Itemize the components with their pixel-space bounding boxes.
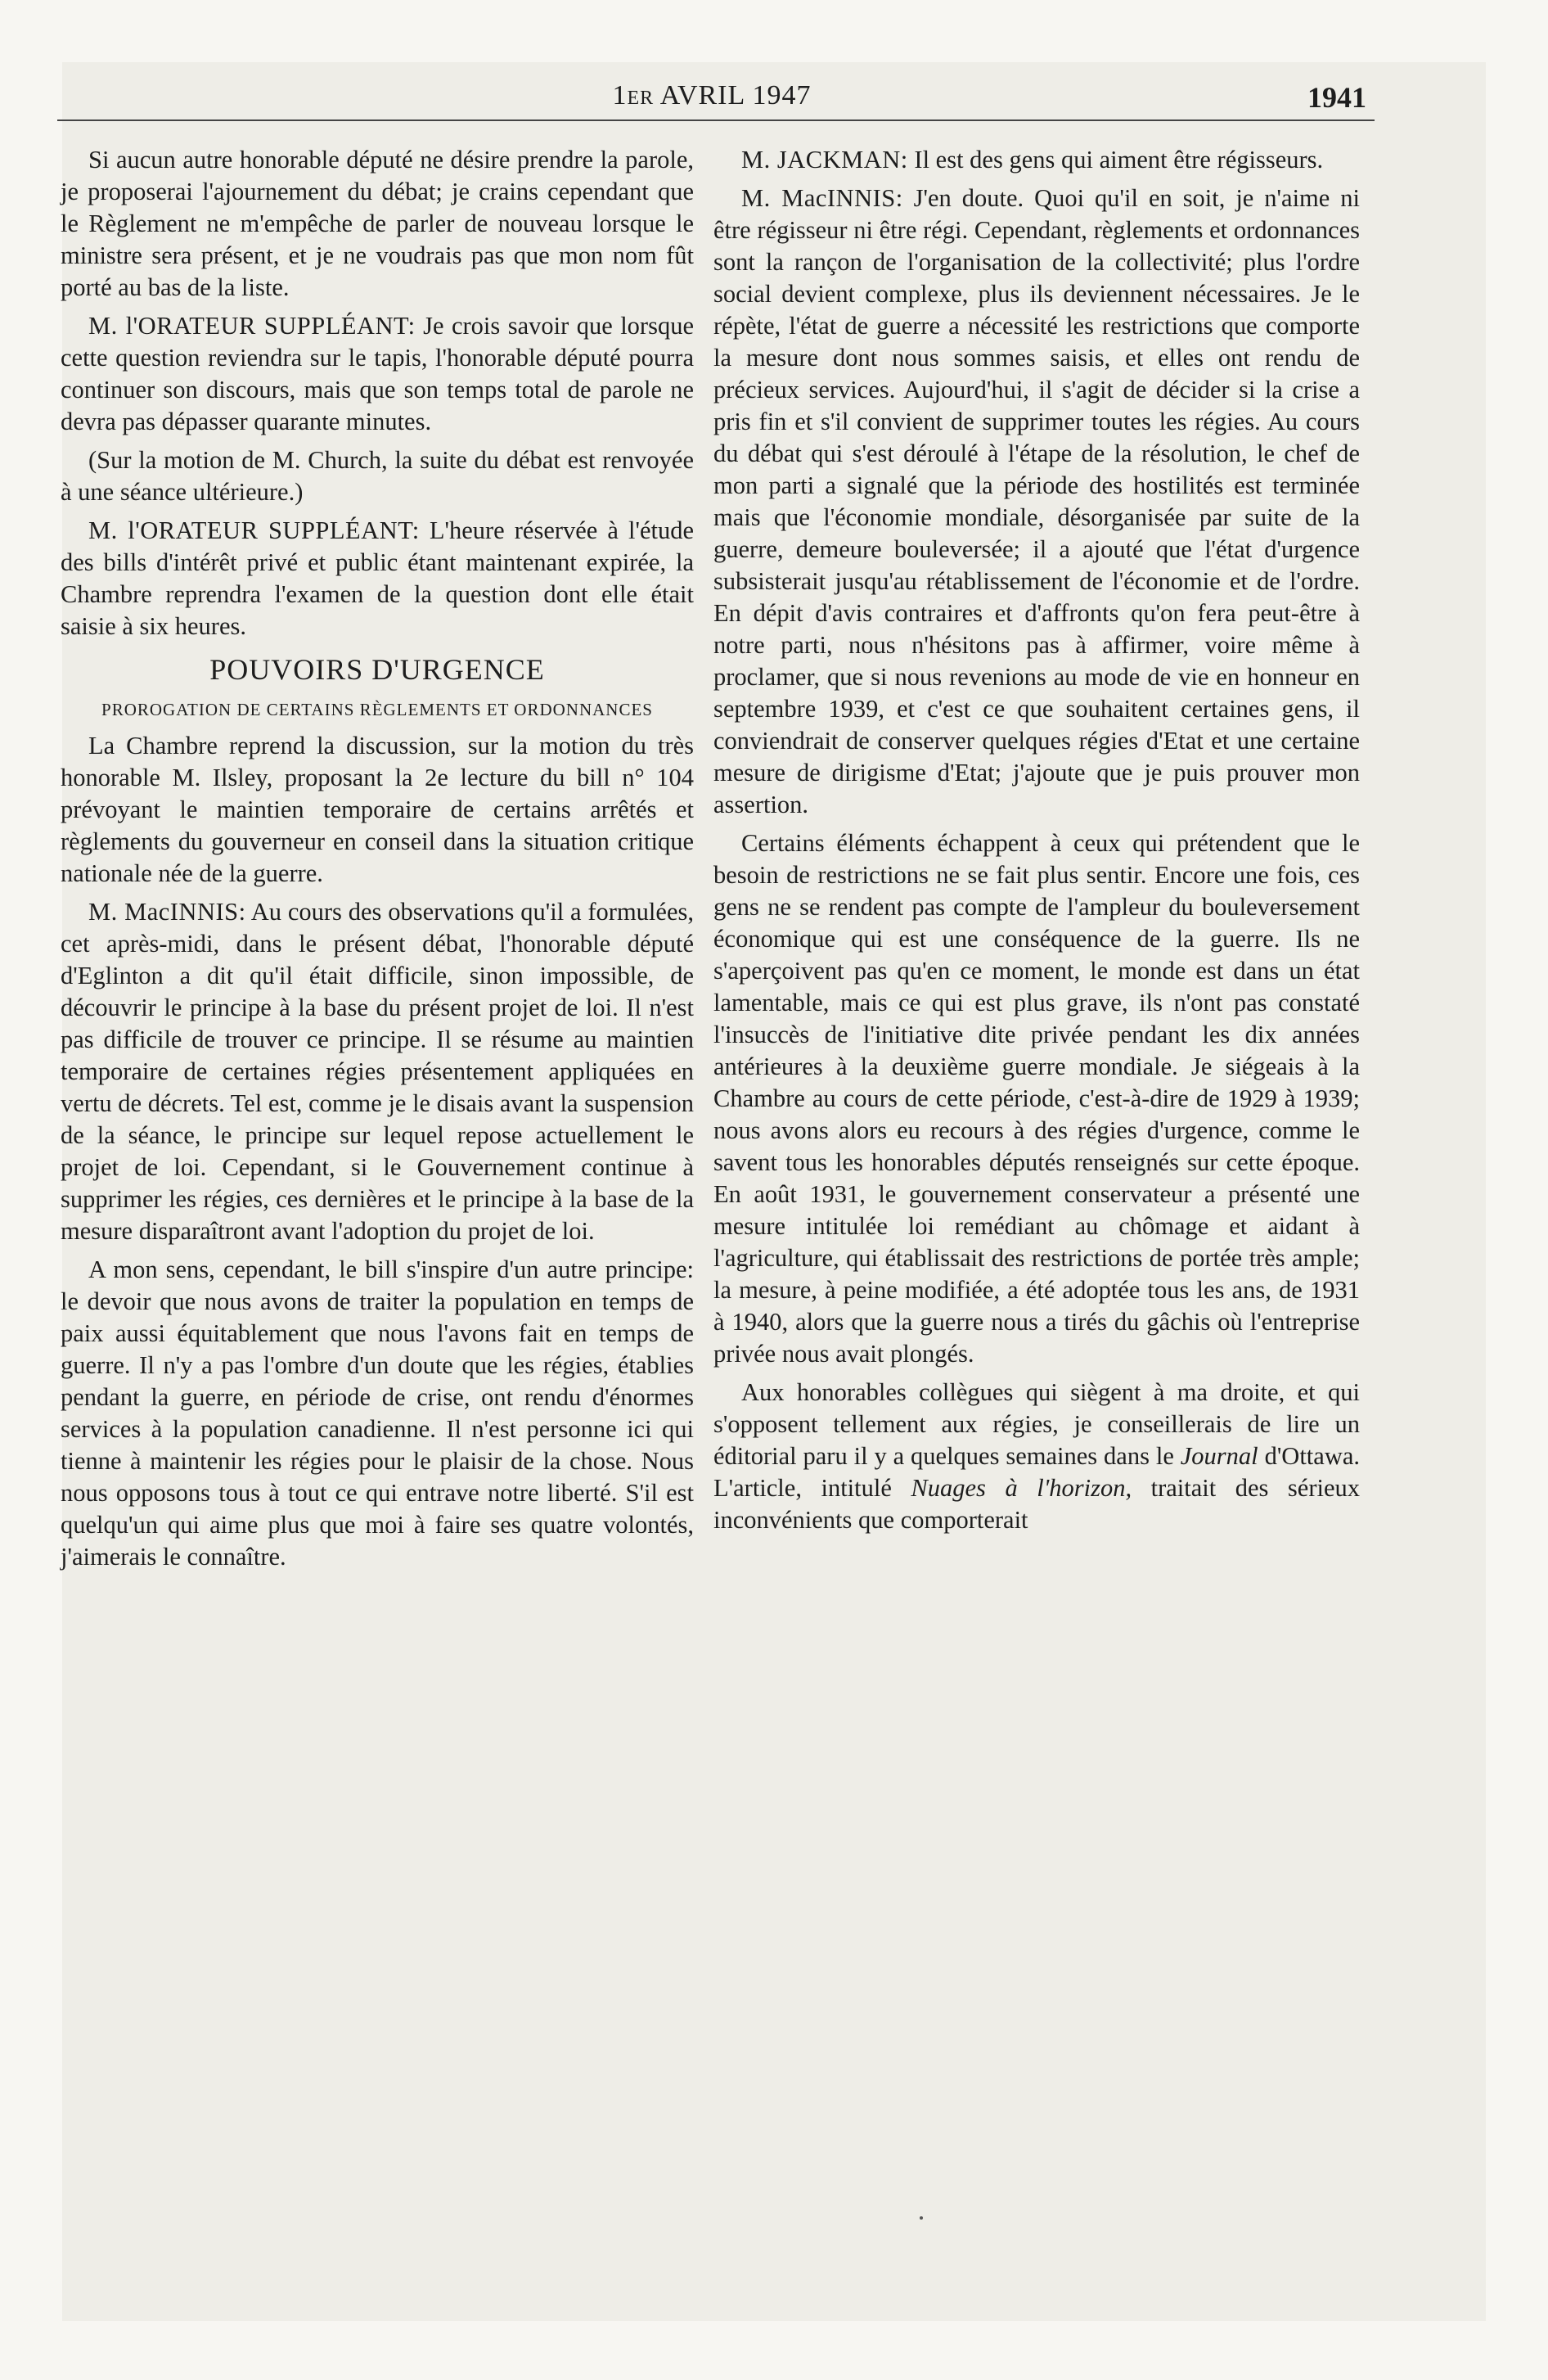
paragraph: A mon sens, cependant, le bill s'inspire d'un autre principe: le devoir que nous avons de traiter la population en temps de paix aussi équitablement que nous l'avons fait en temps de guerre. Il n'y a pas l'ombre d'un doute que les régies, établies pendant la guerre, en période de crise, ont rendu d'énormes services à la population canadienne. Il n'est personne ici qui tienne à maintenir les régies pour le plaisir de la chose. Nous nous opposons tous à tout ce qui entrave notre liberté. S'il est quelqu'un qui aime plus que moi à faire ses quatre volontés, j'aimerais le connaître. <box>61 1255 694 1571</box>
scan-dot <box>920 2216 923 2220</box>
speech-text: d'Ottawa. L'article, intitulé <box>713 1442 1361 1502</box>
paragraph <box>713 183 1360 821</box>
paragraph <box>61 896 694 1247</box>
paragraph <box>61 310 694 438</box>
speaker-name: M. l'ORATEUR SUPPLÉANT: <box>88 516 420 544</box>
section-subheading: PROROGATION DE CERTAINS RÈGLEMENTS ET ORDONNANCES <box>101 700 653 719</box>
speech-text: Il est des gens qui aiment être régisseurs. <box>914 146 1324 174</box>
right-column <box>713 144 1360 1543</box>
paragraph: Certains éléments échappent à ceux qui prétendent que le besoin de restrictions ne se fait plus sentir. Encore une fois, ces gens ne se rendent pas compte de l'ampleur du bouleversement économique qui est une conséquence de la guerre. Ils ne s'aperçoivent pas qu'en ce moment, le monde est dans un état lamentable, mais ce qui est plus grave, ils n'ont pas constaté l'insuccès de l'initiative dite privée pendant les dix années antérieures à la deuxième guerre mondiale. Je siégeais à la Chambre au cours de cette période, c'est-à-dire de 1929 à 1939; nous avons alors eu recours à des régies d'urgence, comme le savent tous les honorables députés renseignés sur cette époque. En août 1931, le gouvernement conservateur a présenté une mesure intitulée loi remédiant au chômage et aidant à l'agriculture, qui établissait des restrictions de portée très ample; la mesure, à peine modifiée, a été adoptée tous les ans, de 1931 à 1940, alors que la guerre nous a tirés du gâchis où l'entreprise privée nous avait plongés. <box>713 829 1360 1368</box>
speaker-name: M. l'ORATEUR SUPPLÉANT: <box>88 312 416 340</box>
page-header <box>57 74 1366 131</box>
speaker-name: M. JACKMAN: <box>741 146 908 174</box>
header-month-year: AVRIL 1947 <box>659 80 812 110</box>
article-title: Nuages à l'horizon, <box>911 1474 1132 1502</box>
paragraph <box>713 1377 1360 1536</box>
paragraph: La Chambre reprend la discussion, sur la motion du très honorable M. Ilsley, proposant la 2e lecture du bill n° 104 prévoyant le maintien temporaire de certains arrêtés et règlements du gouverneur en conseil dans la situation critique nationale née de la guerre. <box>61 732 694 887</box>
header-rule <box>57 119 1375 121</box>
speech-text: L'heure réservée à l'étude des bills d'intérêt privé et public étant maintenant expirée, la Chambre reprendra l'examen de la question dont elle était saisie à six heures. <box>61 516 694 640</box>
paragraph <box>713 144 1360 176</box>
speech-text: Au cours des observations qu'il a formulées, cet après-midi, dans le présent débat, l'honorable député d'Eglinton a dit qu'il était difficile, sinon impossible, de découvrir le principe à la base du présent projet de loi. Il n'est pas difficile de trouver ce principe. Il se résume au maintien temporaire de certaines régies présentement appliquées en vertu de décrets. Tel est, comme je le disais avant la suspension de la séance, le principe sur lequel repose actuellement le projet de loi. Cependant, si le Gouvernement continue à supprimer les régies, ces dernières et le principe à la base de la mesure disparaîtront avant l'adoption du projet de loi. <box>61 898 694 1245</box>
speech-text: Je crois savoir que lorsque cette question reviendra sur le tapis, l'honorable député pourra continuer son discours, mais que son temps total de parole ne devra pas dépasser quarante minutes. <box>61 312 694 435</box>
header-day-suffix: ER <box>627 88 655 109</box>
header-date <box>57 80 1366 111</box>
paragraph <box>61 515 694 642</box>
speech-text: Aux honorables collègues qui siègent à ma droite, et qui s'opposent tellement aux régies, je conseillerais de lire un éditorial paru il y a quelques semaines dans le <box>713 1378 1360 1470</box>
section-heading: POUVOIRS D'URGENCE <box>209 653 545 686</box>
speech-text: traitait des sérieux inconvénients que comporterait <box>713 1474 1360 1534</box>
speech-text: J'en doute. Quoi qu'il en soit, je n'aime ni être régisseur ni être régi. Cependant, règlements et ordonnances sont la rançon de l'organisation de la collectivité; plus l'ordre social devient complexe, plus ils deviennent nécessaires. Je le répète, l'état de guerre a nécessité les restrictions que comporte la mesure dont nous sommes saisis, et elles ont rendu de précieux services. Aujourd'hui, il s'agit de décider si la crise a pris fin et s'il convient de supprimer toutes les régies. Au cours du débat qui s'est déroulé à l'étape de la résolution, le chef de mon parti a signalé que la période des hostilités est terminée mais que l'économie mondiale, désorganisée par suite de la guerre, demeure bouleversée; il a ajouté que l'état d'urgence subsisterait jusqu'au rétablissement de l'économie et de l'ordre. En dépit d'avis contraires et d'affronts qu'on fera peut-être à notre parti, nous n'hésitons pas à affirmer, voire même à proclamer, que si nous revenions au mode de vie en honneur en septembre 1939, et c'est ce que souhaitent certaines gens, il conviendrait de conserver quelques régies d'Etat et une certaine mesure de dirigisme d'Etat; j'ajoute que je puis prouver mon assertion. <box>713 184 1360 818</box>
newspaper-title: Journal <box>1180 1442 1258 1470</box>
left-column <box>61 144 694 1580</box>
speaker-name: M. MacINNIS: <box>741 184 903 212</box>
paragraph: (Sur la motion de M. Church, la suite du débat est renvoyée à une séance ultérieure.) <box>61 446 694 506</box>
page-number: 1941 <box>1307 81 1366 114</box>
speaker-name: M. MacINNIS: <box>88 898 246 926</box>
paragraph: Si aucun autre honorable député ne désire prendre la parole, je proposerai l'ajournement du débat; je crains cependant que le Règlement ne m'empêche de parler de nouveau lorsque le ministre sera présent, et je ne voudrais pas que mon nom fût porté au bas de la liste. <box>61 146 694 301</box>
header-day: 1 <box>612 80 628 110</box>
